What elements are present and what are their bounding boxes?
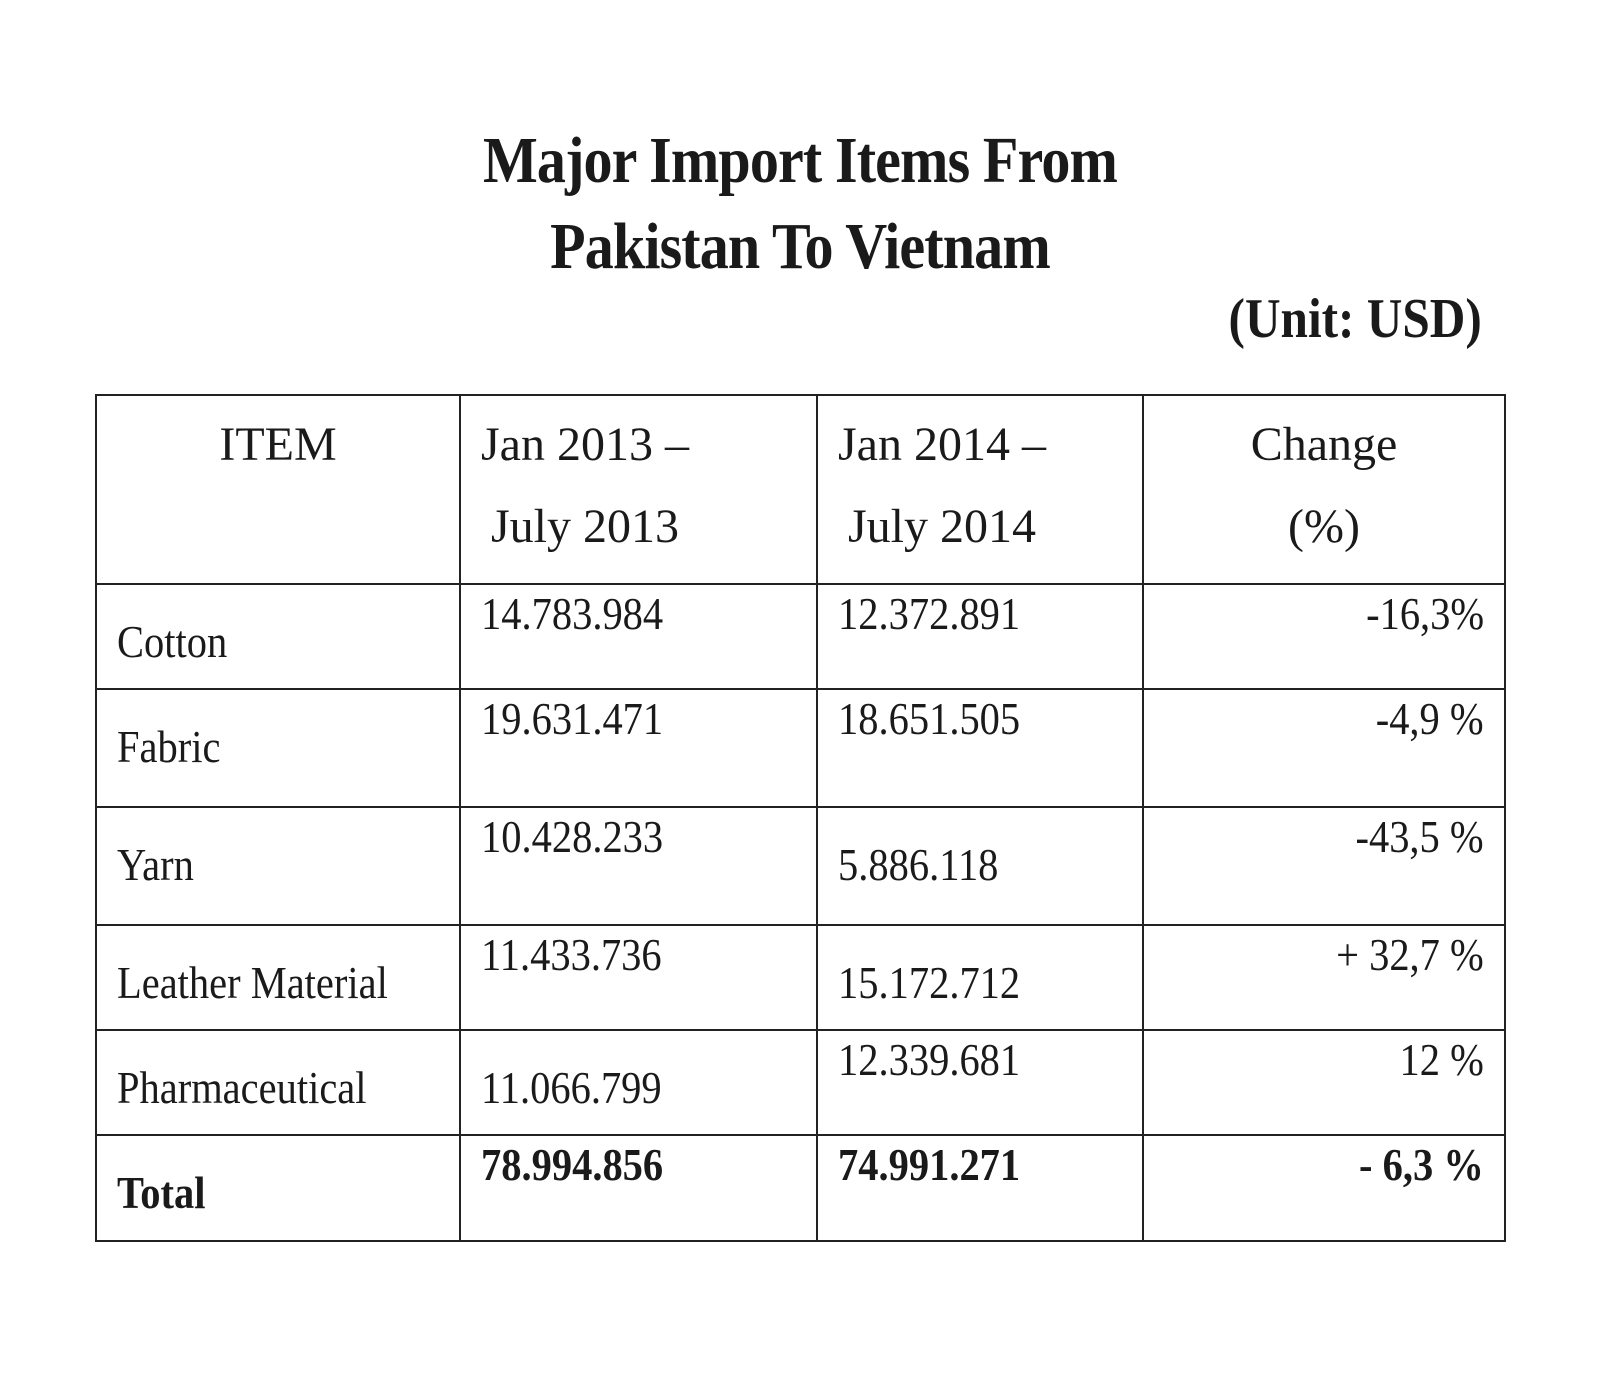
import-items-table (95, 394, 1506, 1242)
unit-label: (Unit: USD) (1228, 288, 1482, 350)
row-value-2013: 11.066.799 (460, 1030, 817, 1135)
row-value-2013: 11.433.736 (460, 925, 817, 1030)
row-item: Pharmaceutical (96, 1030, 460, 1135)
row-value-2013: 19.631.471 (460, 689, 817, 807)
row-change: 12 % (1143, 1030, 1505, 1135)
row-change: + 32,7 % (1143, 925, 1505, 1030)
total-label: Total (96, 1135, 460, 1241)
header-item: ITEM (96, 395, 460, 584)
table-row (96, 807, 1505, 925)
row-item: Leather Material (96, 925, 460, 1030)
row-value-2013: 10.428.233 (460, 807, 817, 925)
row-item: Fabric (96, 689, 460, 807)
total-value-2013: 78.994.856 (460, 1135, 817, 1241)
row-value-2014: 15.172.712 (817, 925, 1143, 1030)
chart-title-line-1: Major Import Items From (482, 124, 1118, 197)
table-row (96, 584, 1505, 689)
header-period-2014: Jan 2014 – July 2014 (817, 395, 1143, 584)
row-item: Yarn (96, 807, 460, 925)
chart-title (96, 118, 1504, 290)
table-row (96, 925, 1505, 1030)
header-change: Change (%) (1143, 395, 1505, 584)
table-row (96, 1030, 1505, 1135)
total-value-2014: 74.991.271 (817, 1135, 1143, 1241)
row-change: -4,9 % (1143, 689, 1505, 807)
header-period-2013: Jan 2013 – July 2013 (460, 395, 817, 584)
total-row (96, 1135, 1505, 1241)
row-change: -16,3% (1143, 584, 1505, 689)
chart-title-line-2: Pakistan To Vietnam (550, 210, 1050, 283)
row-value-2014: 5.886.118 (817, 807, 1143, 925)
row-change: -43,5 % (1143, 807, 1505, 925)
row-value-2014: 12.372.891 (817, 584, 1143, 689)
table-row (96, 689, 1505, 807)
row-value-2014: 18.651.505 (817, 689, 1143, 807)
row-value-2014: 12.339.681 (817, 1030, 1143, 1135)
row-item: Cotton (96, 584, 460, 689)
total-change: - 6,3 % (1143, 1135, 1505, 1241)
table-header-row (96, 395, 1505, 584)
row-value-2013: 14.783.984 (460, 584, 817, 689)
